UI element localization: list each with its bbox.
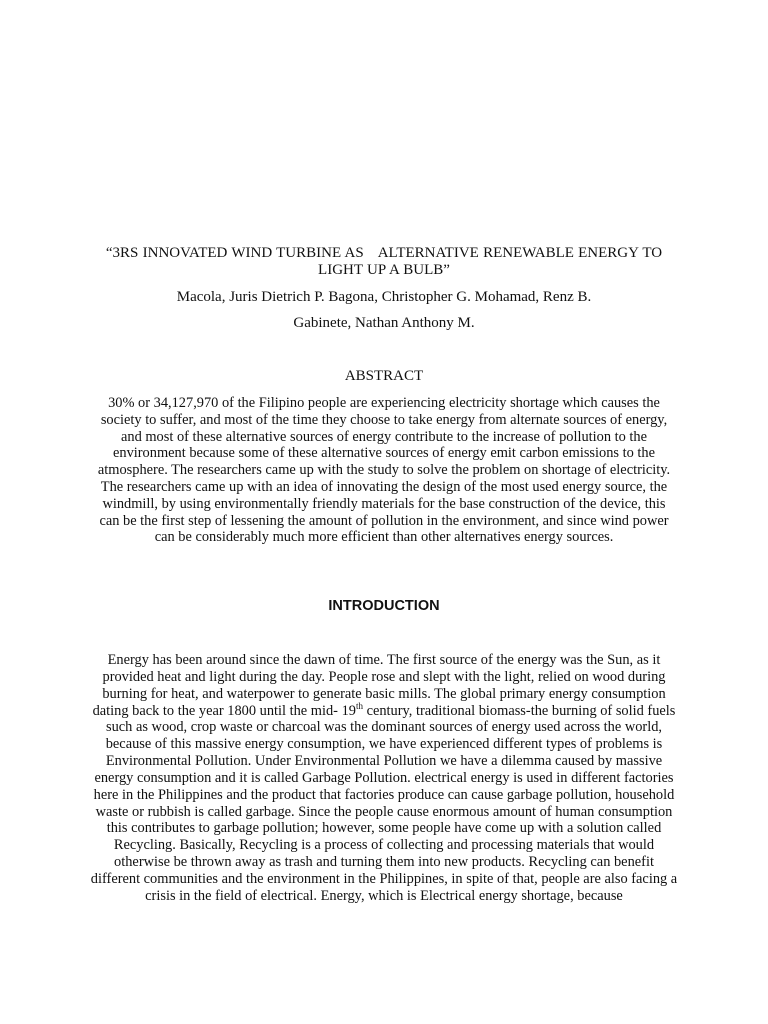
authors-line-1: Macola, Juris Dietrich P. Bagona, Christopher G. Mohamad, Renz B. [176,289,592,305]
ordinal-superscript: th [355,700,363,711]
intro-text-part2: century, traditional biomass-the burning of solid fuels such as wood, crop waste or charcoal was the dominant sources of energy used across the world, because of this massive energy consumption, we have experienced different types of problems is Environmental Pollution. Under Environmental Pollution we have a dilemma caused by massive energy consumption and it is called Garbage Pollution. electrical energy is used in different factories here in the Philippines and the product that factories produce can cause garbage pollution, household waste or rubbish is called garbage. Since the people cause enormous amount of human consumption this contributes to garbage pollution; however, some people have come up with a solution called Recycling. Basically, Recycling is a process of collecting and processing materials that would otherwise be thrown away as trash and turning them into new products. Recycling can benefit different communities and the environment in the Philippines, in spite of that, people are also facing a crisis in the field of electrical. Energy, which is Electrical energy shortage, because [90,702,678,904]
abstract-paragraph: 30% or 34,127,970 of the Filipino people are experiencing electricity shortage which causes the society to suffer, and most of the time they choose to take energy from alternate sources of energy, and most of these alternative sources of energy contribute to the increase of pollution to the environment because some of these alternative sources of energy emit carbon emissions to the atmosphere. The researchers came up with the study to solve the problem on shortage of electricity. The researchers came up with an idea of innovating the design of the most used energy source, the windmill, by using environmentally friendly materials for the base construction of the device, this can be the first step of lessening the amount of pollution in the environment, and since wind power can be considerably much more efficient than other alternatives energy sources. [97,395,671,546]
paper-title-part1: “3RS INNOVATED WIND TURBINE AS [105,245,364,261]
paper-title [90,245,678,279]
authors-line-2: Gabinete, Nathan Anthony M. [293,315,475,331]
introduction-heading: INTRODUCTION [328,598,440,614]
introduction-paragraph [88,652,680,905]
abstract-heading: ABSTRACT [344,368,424,384]
intro-text-part1: Energy has been around since the dawn of time. The first source of the energy was the Sun, as it provided heat and light during the day. People rose and slept with the light, relied on wood during burning for heat, and waterpower to generate basic mills. The global primary energy consumption dating back to the year 1800 until the mid- 19 [92,652,666,719]
paper-title-part2: ALTERNATIVE RENEWABLE ENERGY TO LIGHT UP A BULB” [318,245,663,278]
